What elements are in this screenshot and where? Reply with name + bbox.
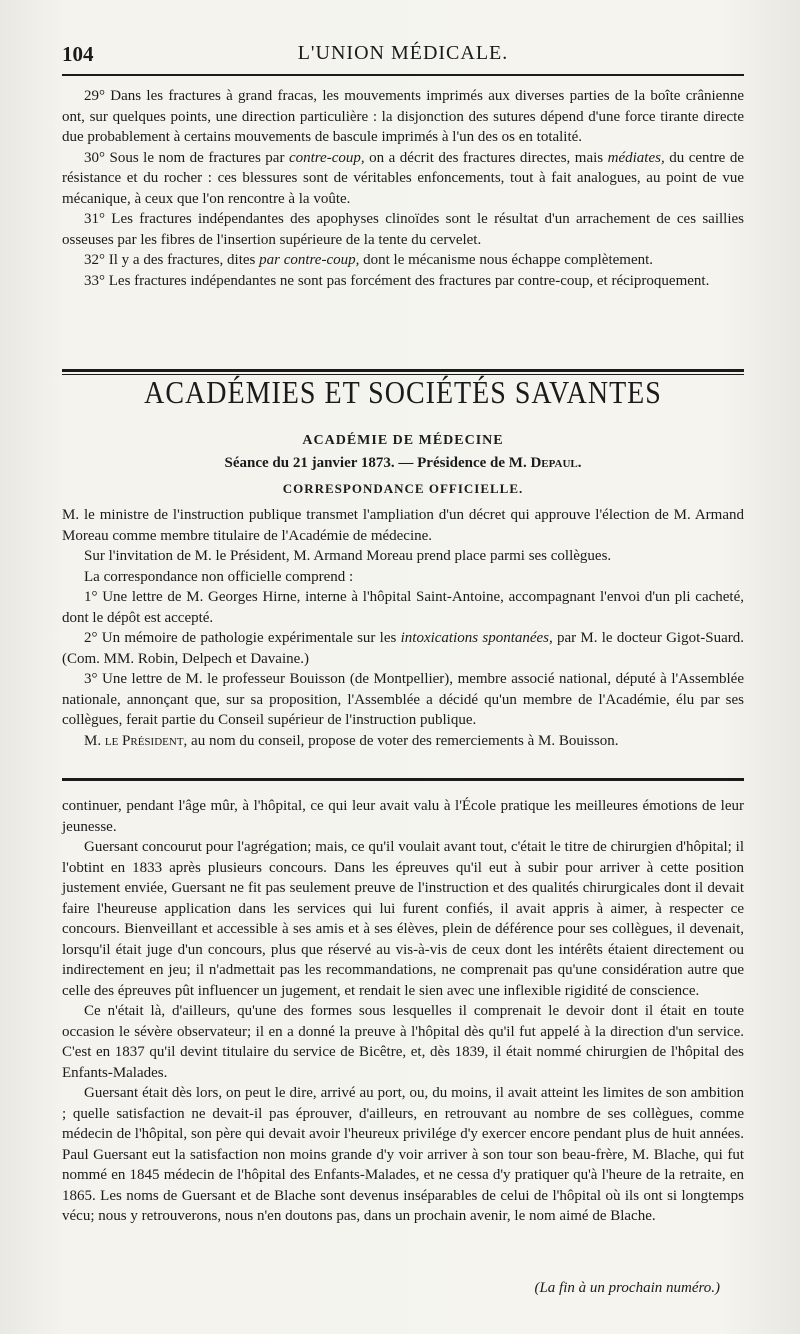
academy-paragraph-4: 1° Une lettre de M. Georges Hirne, interne à l'hôpital Saint-Antoine, accompagnant l'envoi d'un pli cacheté, dont le dépôt est accepté. — [62, 589, 744, 626]
paragraph-33: 33° Les fractures indépendantes ne sont pas forcément des fractures par contre-coup, et réciproquement. — [84, 272, 710, 289]
academy-paragraph-3: La correspondance non officielle comprend : — [84, 568, 354, 585]
feuilleton-paragraph-2: Guersant concourut pour l'agrégation; mais, ce qu'il voulait avant tout, c'était le titre de chirurgien d'hôpital; il l'obtint en 1833 après plusieurs concours. Dans les épreuves qu'il eut à subir pour arriver à cette position justement enviée, Guersant ne fit pas seulement preuve de l'instruction et des qualités chirurgicales dont il devait faire l'heureuse application dans les services qui lui furent confiés, il avait appris à aimer, à respecter ce concours. Bienveillant et accessible à ses amis et à ses élèves, plein de déférence pour ses collègues, il devenait, lorsqu'il était juge d'un concours, plus que réservé au vis-à-vis de ceux dont les intérêts étaient directement ou indirectement en jeu; il n'admettait pas les recommandations, ne comprenait pas qu'une considération autre que celle des épreuves pût influencer un jugement, et rendait le sien avec une inflexible rigidité de conscience. — [62, 839, 744, 999]
academy-paragraph-6: 3° Une lettre de M. le professeur Bouisson (de Montpellier), membre associé national, député à l'Assemblée nationale, annonçant que, sur sa proposition, l'Assemblée a décidé qu'un membre de l'Académie, élu par ses collègues, ferait partie du Conseil supérieur de l'instruction publique. — [62, 671, 744, 728]
paragraph-29: 29° Dans les fractures à grand fracas, les mouvements imprimés aux diverses parties de la boîte crânienne ont, sur quelques points, une direction particulière : la disjonction des sutures dépend d'une force tirante directe due probablement à certains mouvements de bascule imprimés à l'un des os en totalité. — [62, 88, 744, 145]
academy-paragraph-7: M. le Président, au nom du conseil, propose de voter des remerciements à M. Bouisson. — [84, 732, 619, 749]
paragraph-32: 32° Il y a des fractures, dites par contre-coup, dont le mécanisme nous échappe complètement. — [84, 252, 654, 268]
academy-paragraph-1: M. le ministre de l'instruction publique transmet l'ampliation d'un décret qui approuve l'élection de M. Armand Moreau comme membre titulaire de l'Académie de médecine. — [62, 507, 744, 544]
academy-report — [62, 505, 744, 751]
feuilleton-paragraph-3: Ce n'était là, d'ailleurs, qu'une des formes sous lesquelles il comprenait le devoir dont il était en toute occasion le sévère observateur; il en a donné la preuve à l'hôpital dès qu'il fut appelé à la direction d'un service. C'est en 1837 qu'il devint titulaire du service de Bicêtre, et, dès 1839, il était nommé chirurgien de l'hôpital des Enfants-Malades. — [62, 1003, 744, 1081]
academy-paragraph-5: 2° Un mémoire de pathologie expérimentale sur les intoxications spontanées, par M. le docteur Gigot-Suard. (Com. MM. Robin, Delpech et Davaine.) — [62, 630, 744, 667]
section-rule-top — [62, 369, 744, 372]
header-rule — [62, 74, 744, 76]
feuilleton-paragraph-1: continuer, pendant l'âge mûr, à l'hôpital, ce qui leur avait valu à l'École pratique les meilleures émotions de leur jeunesse. — [62, 798, 744, 835]
paragraph-31: 31° Les fractures indépendantes des apophyses clinoïdes sont le résultat d'un arrachement de ces saillies osseuses par les fibres de l'insertion supérieure de la tente du cervelet. — [62, 211, 744, 248]
page-header — [62, 38, 744, 68]
guersant-feuilleton — [62, 796, 744, 1227]
paragraph-30: 30° Sous le nom de fractures par contre-coup, on a décrit des fractures directes, mais médiates, du centre de résistance et du rocher : ces blessures sont de véritables enfoncements, tout à fait analogues, au point de vue mécanique, à ceux que l'on rencontre à la voûte. — [62, 149, 744, 207]
running-head: L'UNION MÉDICALE. — [297, 42, 509, 64]
session-line: Séance du 21 janvier 1873. — Présidence de M. Depaul. — [224, 455, 582, 471]
section-title: ACADÉMIES ET SOCIÉTÉS SAVANTES — [144, 375, 662, 412]
correspondence-heading: CORRESPONDANCE OFFICIELLE. — [282, 481, 524, 496]
page-number: 104 — [62, 42, 94, 66]
feuilleton-paragraph-4: Guersant était dès lors, on peut le dire, arrivé au port, ou, du moins, il avait atteint les limites de son ambition ; quelle satisfaction ne devait-il pas éprouver, d'ailleurs, en retrouvant au nombre de ses collègues, comme médecin de l'hôpital, son père qui devait avoir l'heureux privilége d'y exercer encore pendant plus de huit années. Paul Guersant eut la satisfaction non moins grande d'y voir arriver à son tour son beau-frère, M. Blache, qui fut nommé en 1845 médecin de l'hôpital des Enfants-Malades, et ne cessa d'y pratiquer qu'à l'heure de la retraite, en 1865. Les noms de Guersant et de Blache sont devenus inséparables de celui de l'hôpital où ils ont si longtemps vécu; nous y retrouverons, nous n'en doutons pas, dans un prochain avenir, le nom aimé de Blache. — [62, 1085, 744, 1224]
feuilleton-rule — [62, 778, 744, 781]
fracture-conclusions — [62, 86, 744, 291]
academy-paragraph-2: Sur l'invitation de M. le Président, M. Armand Moreau prend place parmi ses collègues. — [84, 548, 612, 564]
academy-heading: ACADÉMIE DE MÉDECINE — [302, 433, 504, 448]
continuation-note: (La fin à un prochain numéro.) — [534, 1280, 720, 1296]
